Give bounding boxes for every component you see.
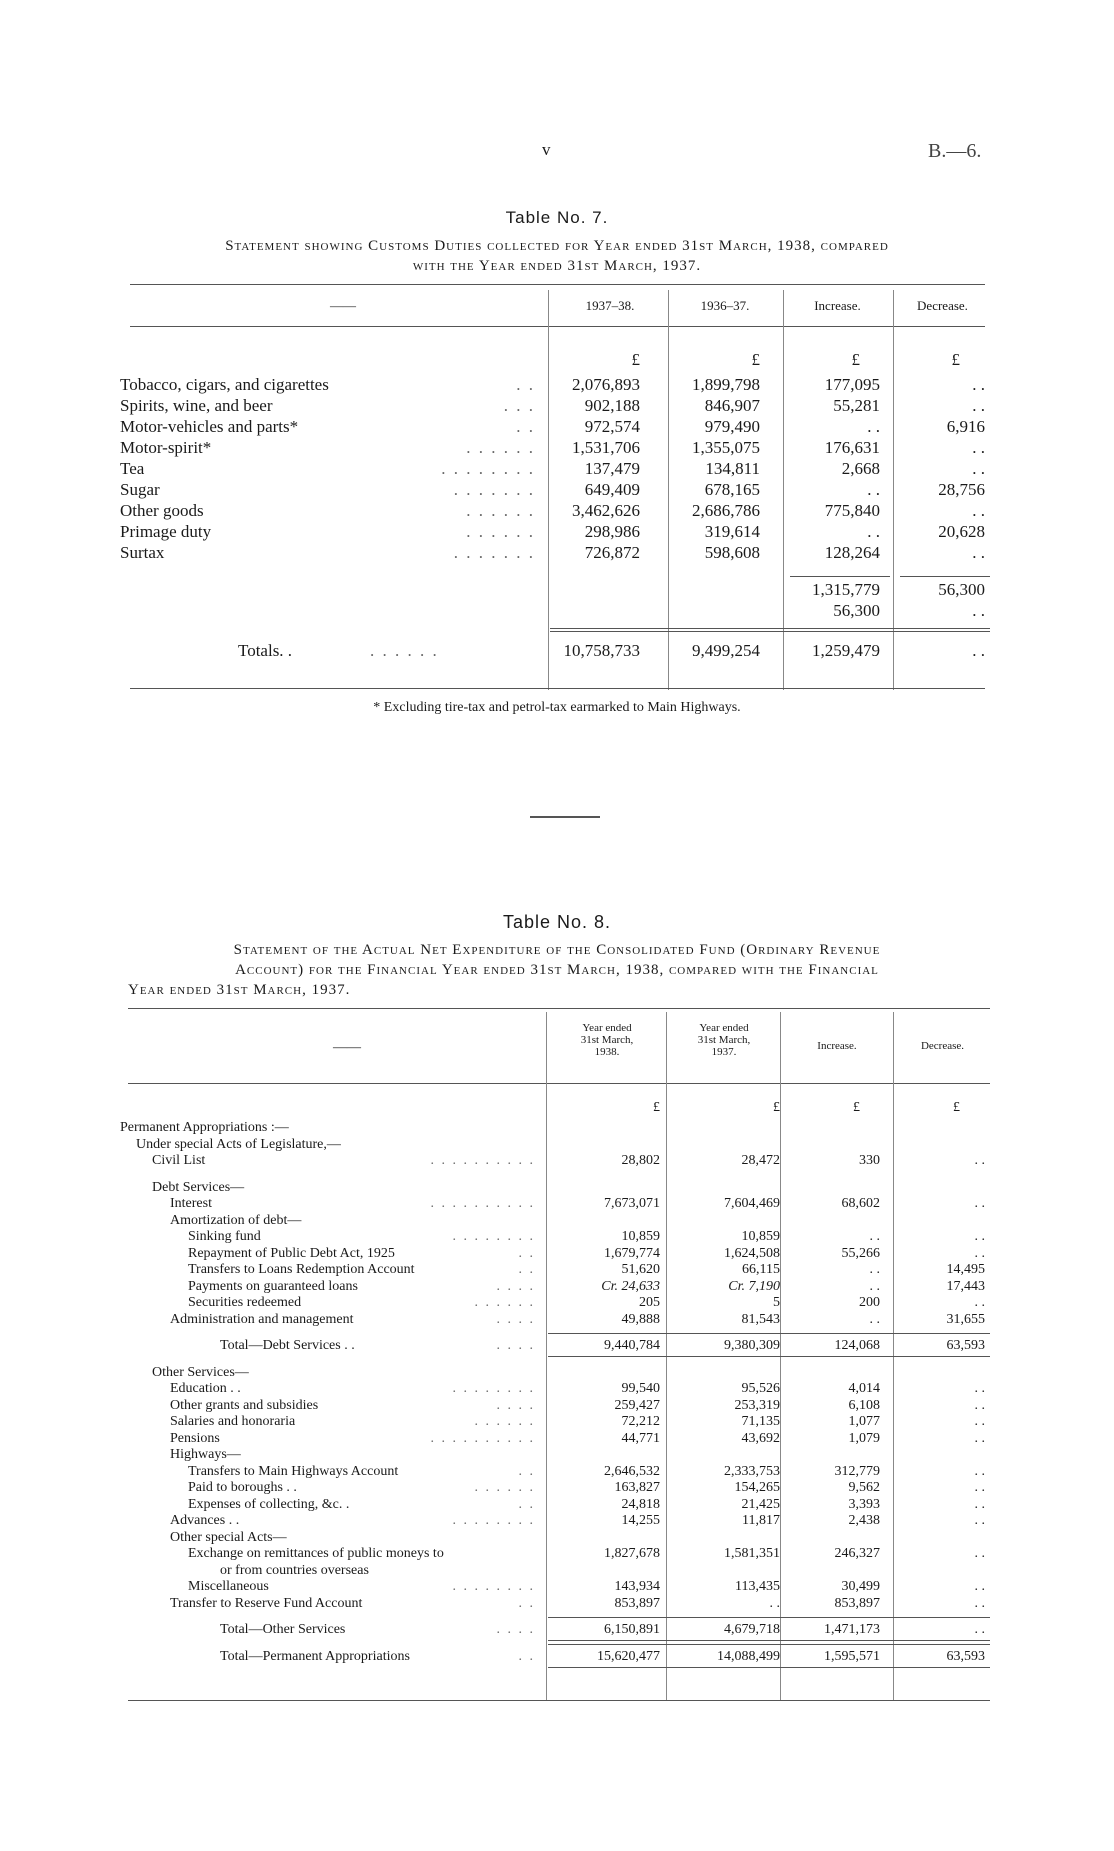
- value-1938: 163,827: [614, 1480, 660, 1495]
- value-decrease: 6,916: [946, 417, 985, 436]
- table-7-col-head-4: Decrease.: [917, 298, 968, 313]
- row-label: Repayment of Public Debt Act, 1925: [188, 1245, 395, 1261]
- value-decrease: 17,443: [946, 1278, 985, 1294]
- value-increase: 2,668: [841, 459, 880, 478]
- table-8-head-rule: [128, 1083, 990, 1084]
- total-rule: [548, 1667, 990, 1668]
- row-label: Tobacco, cigars, and cigarettes: [120, 375, 329, 394]
- value-1937-38: 649,409: [584, 480, 640, 499]
- value-1938: 15,620,477: [597, 1648, 660, 1664]
- value-increase: 9,562: [848, 1480, 880, 1495]
- value-increase: . .: [867, 522, 880, 541]
- row-label: Transfers to Loans Redemption Account: [188, 1262, 415, 1277]
- row-label: Other special Acts—: [170, 1529, 287, 1545]
- table-7-top-rule: [130, 284, 985, 285]
- col-head-line: 31st March,: [580, 1034, 634, 1046]
- section-divider: [530, 816, 600, 818]
- value-1937: 253,319: [734, 1397, 780, 1413]
- row-label: Transfer to Reserve Fund Account: [170, 1595, 363, 1611]
- row-label: Exchange on remittances of public moneys to: [188, 1546, 444, 1561]
- dot-leader: . . . .: [496, 1311, 535, 1327]
- table-row: [120, 1530, 990, 1546]
- table-row: [120, 1120, 990, 1136]
- table-row: [120, 1497, 990, 1513]
- row-label: Sugar: [120, 480, 160, 499]
- value-decrease: . .: [972, 396, 985, 415]
- total-row: [120, 1622, 990, 1638]
- value-1937: 10,859: [741, 1229, 780, 1244]
- value-increase: 246,327: [834, 1546, 880, 1561]
- table-row: [120, 1180, 990, 1196]
- value-decrease: . .: [972, 438, 985, 457]
- value-1937: 43,692: [741, 1430, 780, 1446]
- table-8-subtitle-line1: Statement of the Actual Net Expenditure of the Consolidated Fund (Ordinary Revenue: [233, 942, 881, 958]
- value-1936-37: 1,355,075: [692, 438, 760, 457]
- dot-leader: . . .: [503, 396, 535, 415]
- value-increase: . .: [867, 417, 880, 436]
- col-head-line: Increase.: [817, 1040, 857, 1052]
- table-row: [120, 522, 990, 543]
- value-1938: 9,440,784: [604, 1338, 660, 1353]
- value-decrease: . .: [974, 1196, 985, 1211]
- value-decrease: . .: [972, 501, 985, 520]
- value-decrease: 63,593: [946, 1648, 985, 1664]
- value-increase: 1,077: [848, 1414, 880, 1429]
- value-decrease: . .: [974, 1245, 985, 1261]
- value-increase: 1,595,571: [824, 1648, 880, 1664]
- table-row: [120, 1246, 990, 1262]
- row-label: Transfers to Main Highways Account: [188, 1463, 399, 1479]
- value-1938: 853,897: [614, 1595, 660, 1611]
- total-row: [120, 1649, 990, 1665]
- col-head-line: Year ended: [582, 1022, 632, 1034]
- value-1938: 1,679,774: [604, 1245, 660, 1261]
- row-label: Motor-spirit*: [120, 438, 212, 457]
- row-label: Salaries and honoraria: [170, 1414, 296, 1429]
- row-label: Education . .: [170, 1381, 241, 1396]
- totals-label: Totals. .: [238, 641, 293, 660]
- value-1937: 2,333,753: [724, 1463, 780, 1479]
- value-1937: 81,543: [741, 1311, 780, 1327]
- table-7-col-head-2: 1936–37.: [700, 298, 750, 313]
- dot-leader: . . . . . .: [466, 501, 535, 520]
- table-row: [120, 375, 990, 396]
- value-decrease: . .: [974, 1430, 985, 1446]
- value-increase: 2,438: [848, 1513, 880, 1528]
- dot-leader: . .: [516, 417, 535, 436]
- table-8-col-head-2: [668, 1022, 780, 1058]
- dot-leader: . . . . . .: [466, 438, 535, 457]
- table-row: [120, 1596, 990, 1612]
- value-increase: . .: [869, 1262, 880, 1277]
- value-1937: 66,115: [742, 1262, 780, 1277]
- dot-leader: . . . . . . . .: [452, 1381, 535, 1396]
- value-1937-38: 2,076,893: [572, 375, 640, 394]
- totals-1937-38: 10,758,733: [563, 641, 640, 660]
- row-label: Securities redeemed: [188, 1295, 302, 1310]
- value-1938: 44,771: [621, 1430, 660, 1446]
- row-label: Interest: [170, 1196, 212, 1211]
- table-7-bottom-rule: [130, 688, 985, 689]
- col-head-line: Year ended: [699, 1022, 749, 1034]
- value-1936-37: 678,165: [704, 480, 760, 499]
- value-1937: 1,581,351: [724, 1546, 780, 1561]
- dot-leader: . . . . . . . .: [452, 1579, 535, 1594]
- table-row: [120, 1381, 990, 1397]
- value-1938: 28,802: [621, 1153, 660, 1168]
- value-decrease: . .: [974, 1463, 985, 1479]
- table-row: [120, 1546, 990, 1562]
- row-label: Total—Permanent Appropriations: [220, 1648, 410, 1664]
- value-increase: 1,079: [848, 1430, 880, 1446]
- value-1938: 24,818: [621, 1496, 660, 1512]
- value-1938: 1,827,678: [604, 1546, 660, 1561]
- table-row: [120, 1563, 990, 1579]
- value-decrease: . .: [974, 1622, 985, 1637]
- value-1937-38: 902,188: [584, 396, 640, 415]
- dot-leader: . . . .: [496, 1278, 535, 1294]
- value-1937: 21,425: [741, 1496, 780, 1512]
- dot-leader: . . . .: [496, 1397, 535, 1413]
- unit-pound: £: [851, 350, 860, 369]
- table-7-subtitle-line2: with the Year ended 31st March, 1937.: [412, 258, 702, 274]
- table-row: [120, 501, 990, 522]
- value-1936-37: 979,490: [704, 417, 760, 436]
- unit-pound: £: [631, 350, 640, 369]
- dot-leader: . . . . . .: [474, 1414, 535, 1429]
- col-head-line: 31st March,: [697, 1034, 751, 1046]
- total-rule: [548, 1617, 990, 1618]
- row-label: Highways—: [170, 1447, 241, 1462]
- table-row: [120, 1196, 990, 1212]
- row-label: or from countries overseas: [220, 1562, 369, 1578]
- value-increase: 55,266: [841, 1245, 880, 1261]
- totals-increase: 1,259,479: [812, 641, 880, 660]
- row-label: Administration and management: [170, 1311, 354, 1327]
- value-1937-38: 972,574: [584, 417, 640, 436]
- value-increase: 775,840: [824, 501, 880, 520]
- dot-leader: . .: [518, 1245, 535, 1261]
- table-row: [120, 1447, 990, 1463]
- value-increase: 55,281: [833, 396, 880, 415]
- value-1937-38: 298,986: [584, 522, 640, 541]
- row-label: Sinking fund: [188, 1229, 261, 1244]
- value-decrease: 28,756: [938, 480, 985, 499]
- dot-leader: . . . . . . . .: [452, 1513, 535, 1528]
- value-decrease: . .: [974, 1414, 985, 1429]
- table-7-subtitle-line1: Statement showing Customs Duties collected for Year ended 31st March, 1938, compared: [225, 238, 889, 254]
- table-row: [120, 1153, 990, 1169]
- row-label: Miscellaneous: [188, 1579, 269, 1594]
- table-row: [120, 1513, 990, 1529]
- row-label: Other goods: [120, 501, 204, 520]
- table-7-footnote: * Excluding tire-tax and petrol-tax earmarked to Main Highways.: [373, 700, 741, 715]
- value-decrease: . .: [974, 1480, 985, 1495]
- value-decrease: . .: [974, 1295, 985, 1310]
- row-label: Primage duty: [120, 522, 212, 541]
- dot-leader: . . . . . . .: [453, 543, 535, 562]
- value-decrease: . .: [974, 1513, 985, 1528]
- table-row: [120, 1365, 990, 1381]
- value-1937-38: 726,872: [584, 543, 640, 562]
- table-row: [120, 1279, 990, 1295]
- table-row: [120, 1262, 990, 1278]
- table-row: [120, 417, 990, 438]
- dot-leader: . . . . . . . .: [452, 1229, 535, 1244]
- dot-leader: . .: [518, 1595, 535, 1611]
- value-1938: 14,255: [621, 1513, 660, 1528]
- table-row: [120, 396, 990, 417]
- value-increase: . .: [869, 1311, 880, 1327]
- dot-leader: . . . . . . . . . .: [430, 1153, 535, 1168]
- value-increase: 176,631: [824, 438, 880, 457]
- table-8-top-rule: [128, 1008, 990, 1009]
- row-label: Permanent Appropriations :—: [120, 1120, 289, 1135]
- value-1936-37: 1,899,798: [692, 375, 760, 394]
- value-1937: 4,679,718: [724, 1622, 780, 1637]
- value-1938: 205: [639, 1295, 660, 1310]
- value-1938: 2,646,532: [604, 1463, 660, 1479]
- value-increase: 312,779: [834, 1463, 880, 1479]
- value-1938: 7,673,071: [604, 1196, 660, 1211]
- row-label: Motor-vehicles and parts*: [120, 417, 299, 436]
- value-1936-37: 134,811: [705, 459, 760, 478]
- unit-pound: £: [751, 350, 760, 369]
- table-row: [120, 1579, 990, 1595]
- table-row: [120, 1414, 990, 1430]
- value-decrease: . .: [974, 1381, 985, 1396]
- col-head-line: 1938.: [594, 1046, 620, 1058]
- value-1936-37: 319,614: [704, 522, 760, 541]
- dot-leader: . .: [516, 375, 535, 394]
- table-row: [120, 1480, 990, 1496]
- table-7-col-head-3: Increase.: [814, 298, 861, 313]
- table-row: [120, 1431, 990, 1447]
- dot-leader: . . . . . .: [370, 641, 439, 660]
- totals-decrease: . .: [972, 641, 985, 660]
- table-8-bottom-rule: [128, 1700, 990, 1701]
- value-1937: 95,526: [741, 1381, 780, 1396]
- page-number: v: [542, 140, 551, 159]
- row-label: Pensions: [170, 1430, 220, 1446]
- value-decrease: . .: [974, 1546, 985, 1561]
- value-decrease: . .: [974, 1229, 985, 1244]
- row-label: Amortization of debt—: [170, 1212, 302, 1228]
- row-label: Other grants and subsidies: [170, 1397, 319, 1413]
- value-1937: 14,088,499: [717, 1648, 780, 1664]
- value-1936-37: 846,907: [704, 396, 760, 415]
- dot-leader: . .: [518, 1463, 535, 1479]
- value-1937: 11,817: [742, 1513, 780, 1528]
- subtotal-decrease: 56,300: [938, 580, 985, 599]
- value-1937: . .: [769, 1595, 780, 1611]
- table-8-subtitle-line3: Year ended 31st March, 1937.: [128, 982, 351, 998]
- table-8-stub-head: ——: [333, 1040, 361, 1055]
- table-row: [120, 1464, 990, 1480]
- row-label: Total—Debt Services . .: [220, 1338, 355, 1353]
- value-decrease: . .: [972, 375, 985, 394]
- table-row: [120, 1213, 990, 1229]
- value-decrease: . .: [972, 543, 985, 562]
- value-increase: 124,068: [834, 1338, 880, 1353]
- col-head-line: Decrease.: [920, 1040, 965, 1052]
- value-1937: 71,135: [741, 1414, 780, 1429]
- row-label: Spirits, wine, and beer: [120, 396, 273, 415]
- value-1938: 6,150,891: [604, 1622, 660, 1637]
- value-increase: . .: [867, 480, 880, 499]
- value-increase: 4,014: [848, 1381, 880, 1396]
- value-decrease: 31,655: [946, 1311, 985, 1327]
- row-label: Other Services—: [152, 1364, 249, 1380]
- value-1937: 7,604,469: [724, 1196, 780, 1211]
- value-increase: 128,264: [824, 543, 880, 562]
- value-increase: 30,499: [841, 1579, 880, 1594]
- value-increase: 177,095: [824, 375, 880, 394]
- dot-leader: . . . . . . .: [453, 480, 535, 499]
- row-label: Debt Services—: [152, 1179, 245, 1195]
- dot-leader: . . . .: [496, 1622, 535, 1637]
- value-1937-38: 137,479: [584, 459, 640, 478]
- value-1936-37: 2,686,786: [692, 501, 760, 520]
- table-row: [120, 459, 990, 480]
- value-increase: . .: [869, 1278, 880, 1294]
- value-decrease: . .: [974, 1579, 985, 1594]
- row-label: Paid to boroughs . .: [188, 1480, 297, 1495]
- table-8-col-head-4: [895, 1040, 990, 1052]
- subtotal-increase-less: 56,300: [833, 601, 880, 620]
- unit-pound: £: [773, 1100, 780, 1115]
- row-label: Advances . .: [170, 1513, 240, 1528]
- value-increase: 330: [859, 1153, 880, 1168]
- table-row: [120, 543, 990, 564]
- dot-leader: . .: [518, 1262, 535, 1277]
- table-row: [120, 480, 990, 501]
- col-head-line: 1937.: [711, 1046, 737, 1058]
- value-1936-37: 598,608: [704, 543, 760, 562]
- value-decrease: . .: [972, 459, 985, 478]
- value-1938: 259,427: [614, 1397, 660, 1413]
- document-reference: B.—6.: [928, 140, 982, 162]
- value-1938: 49,888: [621, 1311, 660, 1327]
- dot-leader: . .: [518, 1648, 535, 1664]
- value-decrease: . .: [974, 1153, 985, 1168]
- value-1938: 99,540: [621, 1381, 660, 1396]
- subtotal-increase: 1,315,779: [812, 580, 880, 599]
- value-increase: 68,602: [841, 1196, 880, 1211]
- row-label: Expenses of collecting, &c. .: [188, 1496, 350, 1512]
- value-1937-38: 1,531,706: [572, 438, 640, 457]
- value-increase: 6,108: [848, 1397, 880, 1413]
- value-decrease: 20,628: [938, 522, 985, 541]
- table-row: [120, 1398, 990, 1414]
- total-rule: [548, 1333, 990, 1334]
- dot-leader: . . . . . .: [466, 522, 535, 541]
- row-label: Tea: [120, 459, 145, 478]
- totals-1936-37: 9,499,254: [692, 641, 760, 660]
- table-7-stub-head: ——: [330, 298, 356, 313]
- value-1938: Cr. 24,633: [601, 1278, 660, 1294]
- table-row: [120, 1295, 990, 1311]
- value-1938: 72,212: [621, 1414, 660, 1429]
- unit-pound: £: [951, 350, 960, 369]
- row-label: Civil List: [152, 1153, 206, 1168]
- value-1937: 28,472: [741, 1153, 780, 1168]
- value-increase: 3,393: [848, 1496, 880, 1512]
- value-decrease: . .: [974, 1496, 985, 1512]
- value-1937: 113,435: [735, 1579, 780, 1594]
- value-1937: 5: [773, 1295, 780, 1310]
- dot-leader: . . . . . . . . . .: [430, 1430, 535, 1446]
- value-increase: 1,471,173: [824, 1622, 880, 1637]
- dot-leader: . . . . . . . .: [441, 459, 535, 478]
- value-increase: 853,897: [834, 1595, 880, 1611]
- unit-pound: £: [853, 1100, 860, 1115]
- value-increase: 200: [859, 1295, 880, 1310]
- value-1937: 154,265: [734, 1480, 780, 1495]
- row-label: Under special Acts of Legislature,—: [136, 1136, 341, 1152]
- value-1937: 9,380,309: [724, 1338, 780, 1353]
- table-row: [120, 1312, 990, 1328]
- row-label: Total—Other Services: [220, 1622, 346, 1637]
- table-8-title: Table No. 8.: [502, 912, 612, 932]
- dot-leader: . . . .: [496, 1338, 535, 1353]
- unit-pound: £: [653, 1100, 660, 1115]
- value-1937: Cr. 7,190: [728, 1278, 780, 1294]
- value-1938: 51,620: [621, 1262, 660, 1277]
- table-row: [120, 438, 990, 459]
- dot-leader: . . . . . . . . . .: [430, 1196, 535, 1211]
- table-row: [120, 1229, 990, 1245]
- table-8-subtitle-line2: Account) for the Financial Year ended 31st March, 1938, compared with the Financial: [235, 962, 879, 978]
- value-decrease: . .: [974, 1397, 985, 1413]
- value-1938: 143,934: [614, 1579, 660, 1594]
- value-1937-38: 3,462,626: [572, 501, 640, 520]
- dot-leader: . .: [518, 1496, 535, 1512]
- value-decrease: 14,495: [946, 1262, 985, 1277]
- unit-pound: £: [953, 1100, 960, 1115]
- dot-leader: . . . . . .: [474, 1295, 535, 1310]
- value-increase: . .: [869, 1229, 880, 1244]
- subtotal-decrease-less: . .: [972, 601, 985, 620]
- table-7-head-rule: [130, 326, 985, 327]
- row-label: Surtax: [120, 543, 165, 562]
- table-8-col-head-3: [782, 1040, 892, 1052]
- dot-leader: . . . . . .: [474, 1480, 535, 1495]
- value-decrease: . .: [974, 1595, 985, 1611]
- table-7-title: Table No. 7.: [505, 208, 609, 227]
- table-8-col-head-1: [548, 1022, 666, 1058]
- table-7-col-head-1: 1937–38.: [585, 298, 635, 313]
- total-row: [120, 1338, 990, 1354]
- value-decrease: 63,593: [946, 1338, 985, 1353]
- table-7-totals-row: [120, 641, 990, 662]
- value-1938: 10,859: [621, 1229, 660, 1244]
- row-label: Payments on guaranteed loans: [188, 1278, 358, 1294]
- total-rule: [548, 1644, 990, 1645]
- table-row: [120, 1137, 990, 1153]
- value-1937: 1,624,508: [724, 1245, 780, 1261]
